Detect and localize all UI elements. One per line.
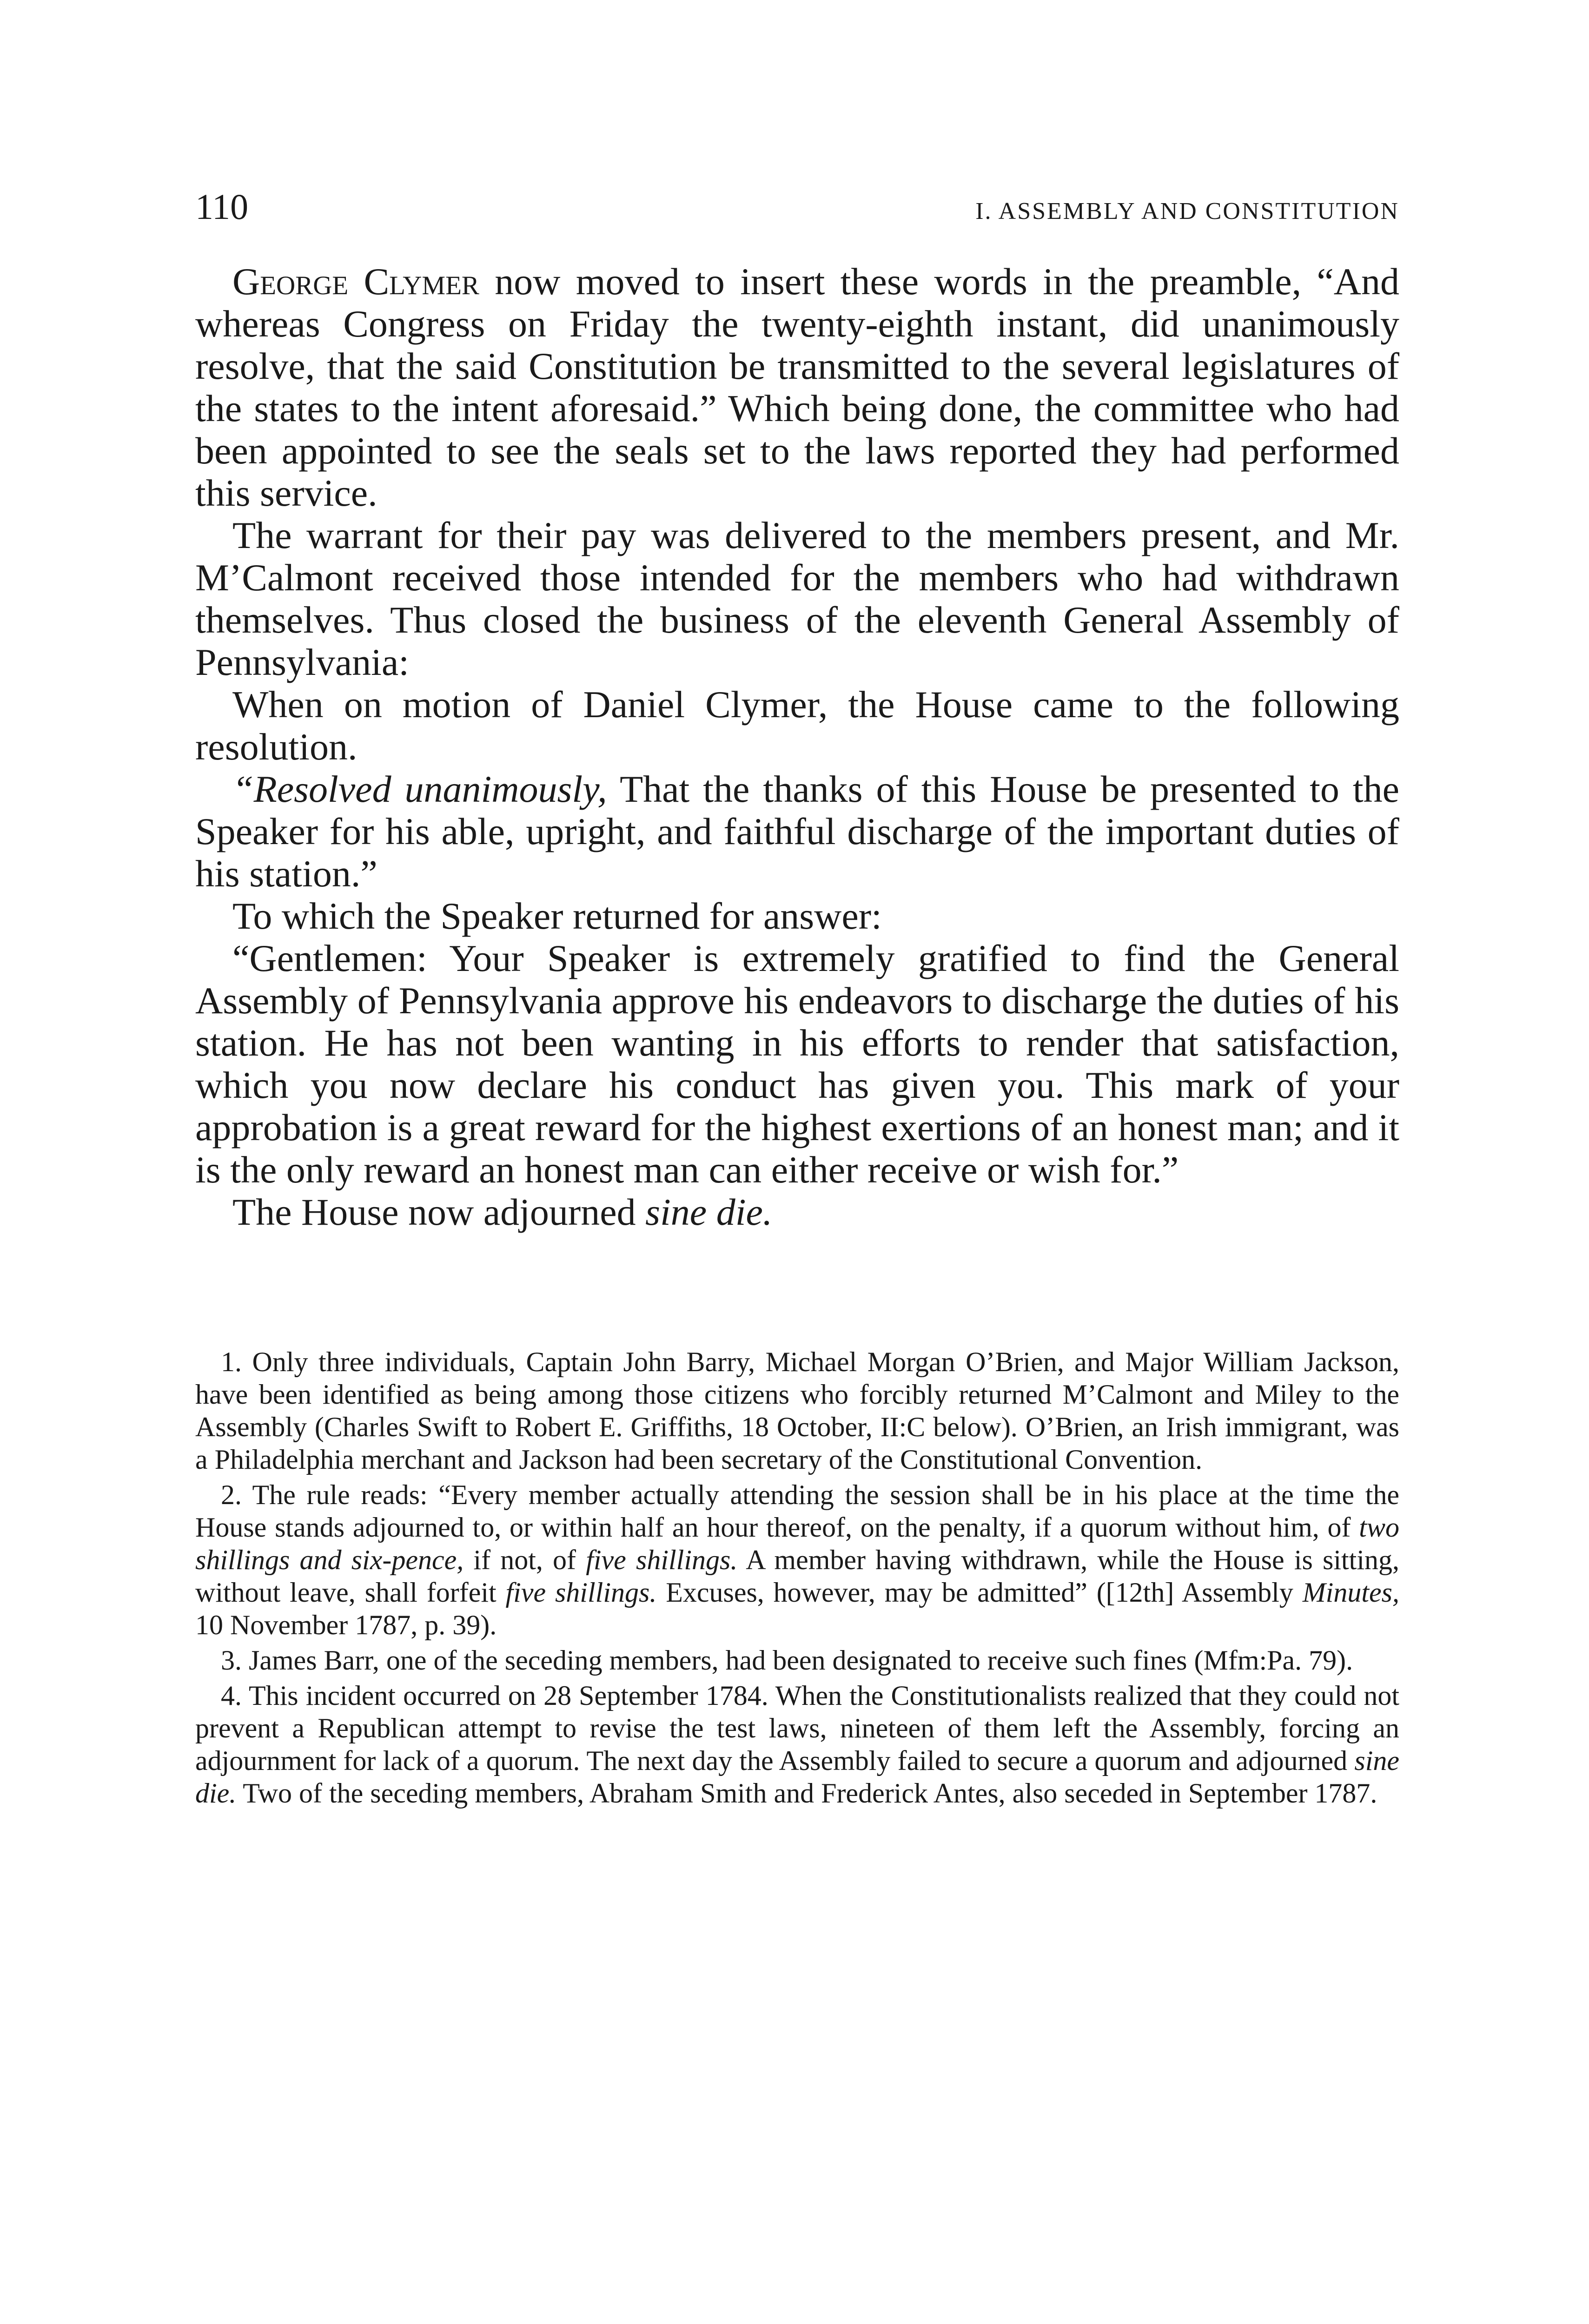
footnote-text: A member having withdrawn, while the House is sitting, without leave, shall forfeit [195,1545,1399,1608]
page-header [195,184,1399,230]
footnote-text: if not, of [463,1545,586,1575]
paragraph-motion: When on motion of Daniel Clymer, the House came to the following resolution. [195,683,1399,768]
paragraph-adjourned [195,1191,1399,1233]
paragraph-text: That the thanks of this House be presented to the Speaker for his able, upright, and faithful discharge of the important duties of his station.” [195,768,1399,895]
paragraph-warrant: The warrant for their pay was delivered to the members present, and Mr. M’Calmont received those intended for the members who had withdrawn themselves. Thus closed the business of the eleventh General Assembly of Pennsylvania: [195,514,1399,683]
footnote-1: 1. Only three individuals, Captain John Barry, Michael Morgan O’Brien, and Major William Jackson, have been identified as being among those citizens who forcibly returned M’Calmont and Miley to the Assembly (Charles Swift to Robert E. Griffiths, 18 October, II:C below). O’Brien, an Irish immigrant, was a Philadelphia merchant and Jackson had been secretary of the Constitutional Convention. [195,1347,1399,1475]
paragraph-text: now moved to insert these words in the preamble, “And whereas Congress on Friday the twenty-eighth instant, did unanimously resolve, that the said Constitution be transmitted to the several legislatures of the states to the intent aforesaid.” Which being done, the committee who had been appointed to see the seals set to the laws reported they had performed this service. [195,260,1400,514]
paragraph-resolution [195,768,1399,895]
footnote-3: 3. James Barr, one of the seceding members, had been designated to receive such fines (Mfm:Pa. 79). [221,1645,1353,1676]
speaker-name: George Clymer [232,260,479,303]
footnote-italic: five shillings. [586,1545,738,1575]
paragraph-answer-intro: To which the Speaker returned for answer: [232,895,882,937]
footnote-italic: sine die. [195,1745,1399,1809]
footnotes [195,1346,1399,1812]
page-number: 110 [195,186,249,227]
footnote-4 [195,1679,1399,1809]
sine-die-italic: sine die. [645,1191,773,1233]
paragraph-text: The House now adjourned [232,1191,646,1233]
footnote-italic: five shillings. [505,1577,657,1608]
resolved-italic: “Resolved unanimously, [232,768,607,810]
footnote-text: Excuses, however, may be admitted” ([12th] Assembly [656,1577,1303,1608]
footnote-text: 2. The rule reads: “Every member actually attending the session shall be in his place at the time the House stands adjourned to, or within half an hour thereof, on the penalty, if a quorum without him, of [195,1479,1399,1543]
footnote-italic: Minutes, [1302,1577,1399,1608]
footnote-italic: two shillings and six-pence, [195,1512,1399,1575]
footnote-2 [195,1479,1399,1641]
running-head: I. ASSEMBLY AND CONSTITUTION [975,198,1399,224]
main-text [195,260,1399,1233]
paragraph-speaker-answer: “Gentlemen: Your Speaker is extremely gratified to find the General Assembly of Pennsylvania approve his endeavors to discharge the duties of his station. He has not been wanting in his efforts to render that satisfaction, which you now declare his conduct has given you. This mark of your approbation is a great reward for the highest exertions of an honest man; and it is the only reward an honest man can either receive or wish for.” [195,937,1399,1191]
paragraph-clymer-motion [195,260,1399,514]
footnote-text: 4. This incident occurred on 28 September 1784. When the Constitutionalists realized that they could not prevent a Republican attempt to revise the test laws, nineteen of them left the Assembly, forcing an adjournment for lack of a quorum. The next day the Assembly failed to secure a quorum and adjourned [195,1680,1399,1776]
footnote-text: 10 November 1787, p. 39). [195,1610,497,1640]
footnote-text: Two of the seceding members, Abraham Smith and Frederick Antes, also seceded in September 1787. [236,1778,1377,1809]
